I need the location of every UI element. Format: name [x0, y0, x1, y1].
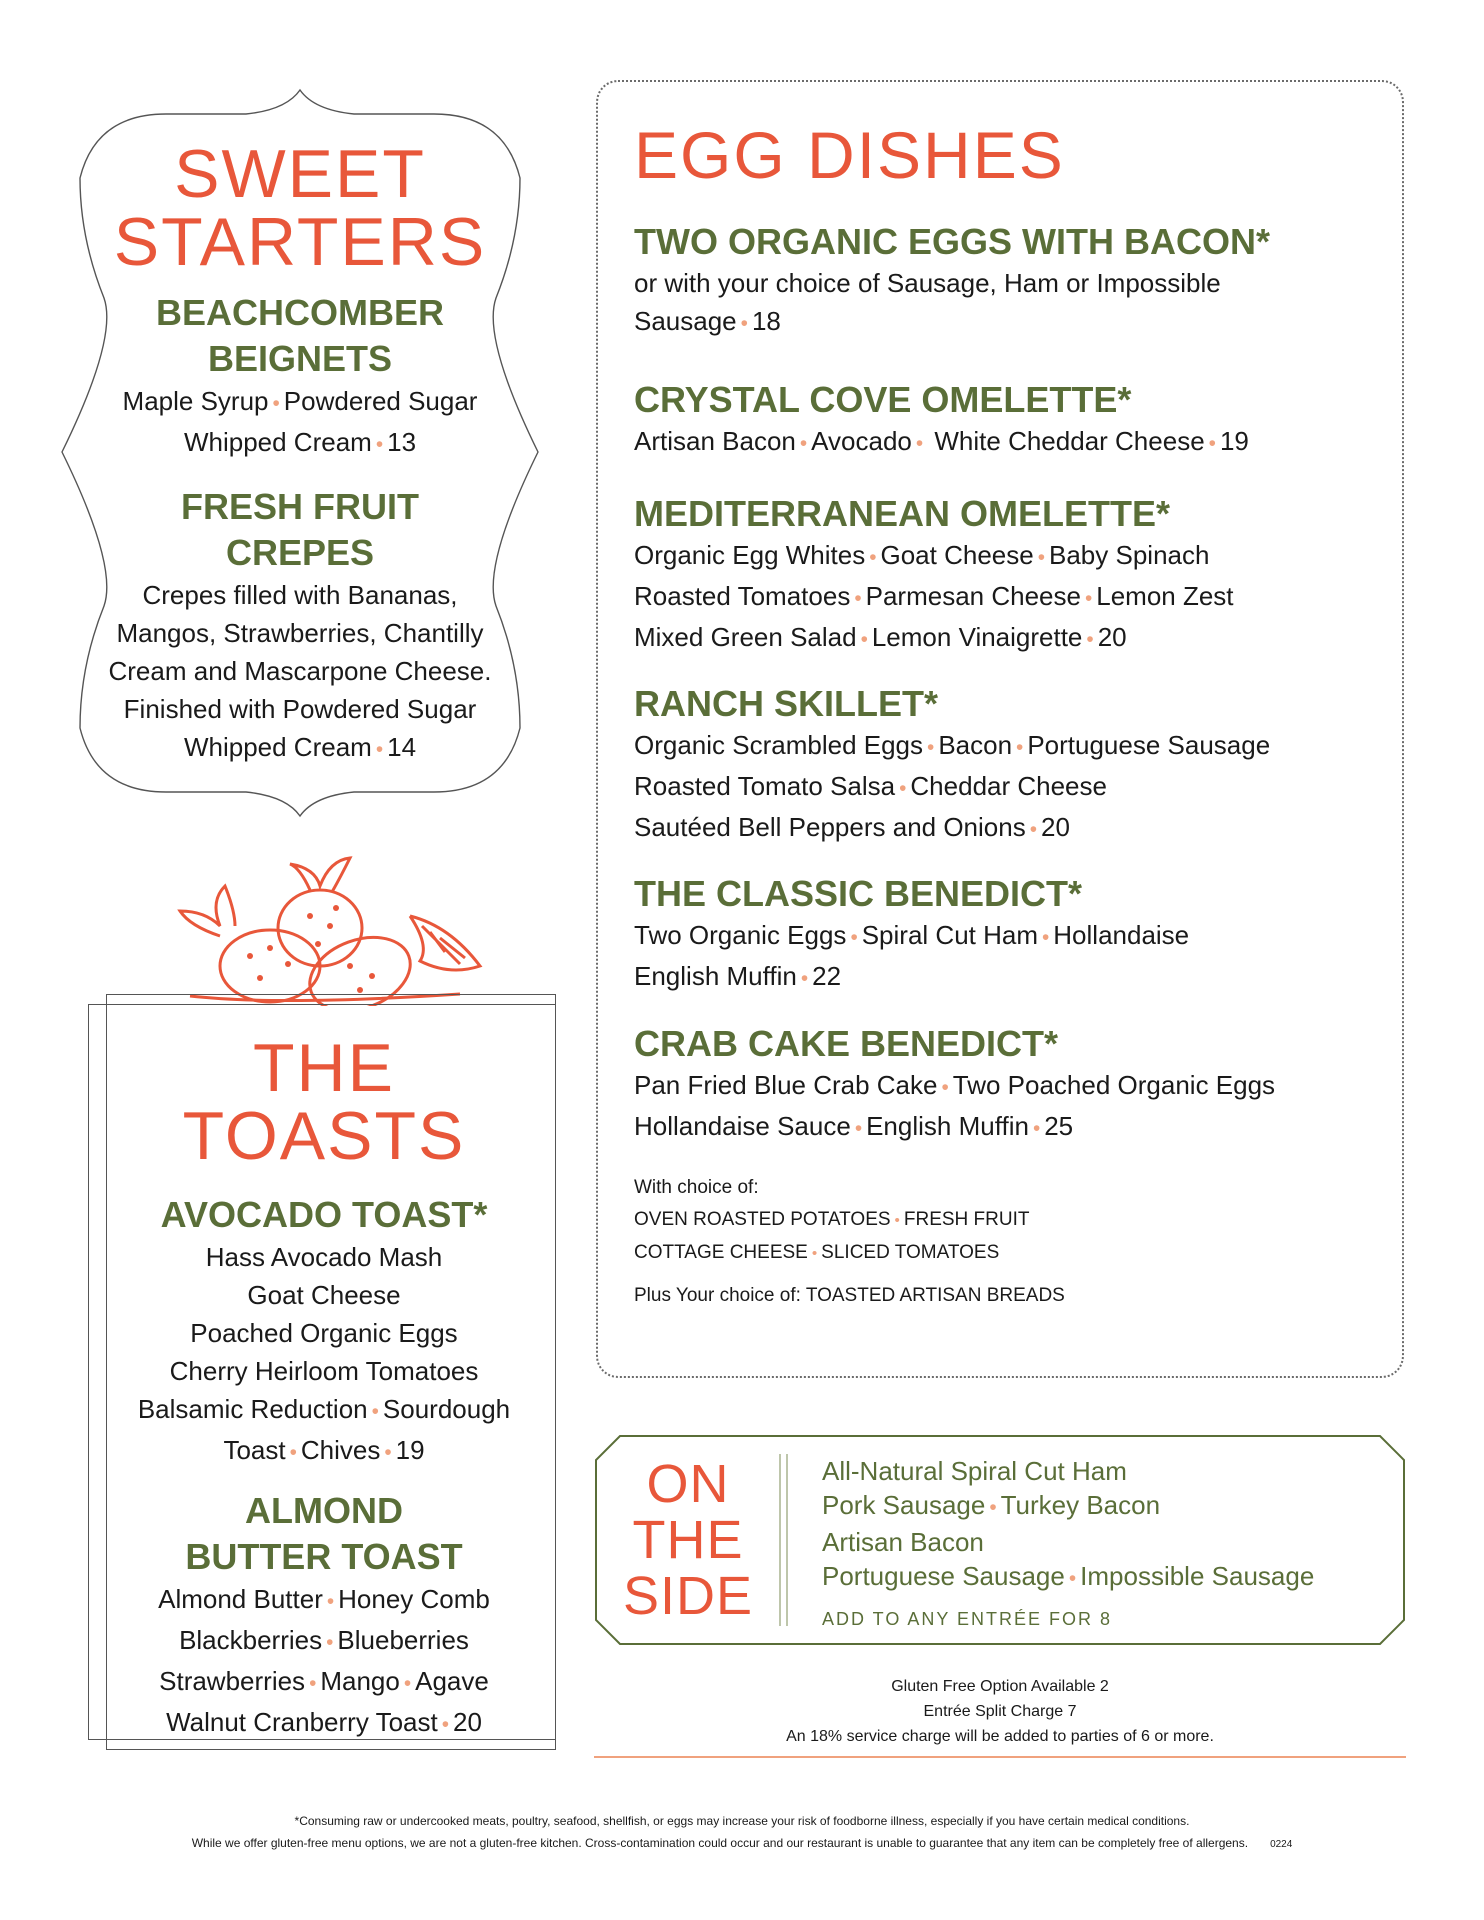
item-description: Artisan Bacon • Avocado • White Cheddar Cheese • 19 — [634, 426, 1249, 456]
divider — [594, 1756, 1406, 1758]
item-title: CRAB CAKE BENEDICT* — [634, 1023, 1059, 1064]
egg-dishes-heading: EGG DISHES — [634, 118, 1065, 192]
item-title: CRYSTAL COVE OMELETTE* — [634, 379, 1132, 420]
disclaimer-line: While we offer gluten-free menu options, we are not a gluten-free kitchen. Cross-contamination could occur and our restaurant is unable to guarantee that any item can be completely free of allergens. 0224 — [191, 1836, 1293, 1850]
menu-item — [634, 492, 1374, 659]
item-title: BEACHCOMBER BEIGNETS — [156, 292, 444, 379]
on-the-side-heading: ON THE SIDE — [622, 1454, 754, 1626]
item-title: AVOCADO TOAST* — [160, 1194, 488, 1235]
item-title: FRESH FRUIT CREPES — [181, 486, 419, 573]
strawberry-illustration — [160, 856, 490, 1006]
toasts-heading: THE TOASTS — [182, 1030, 466, 1174]
note-line: Entrée Split Charge 7 — [923, 1703, 1077, 1720]
bread-choice: Plus Your choice of: TOASTED ARTISAN BREADS — [634, 1285, 1065, 1306]
choice-intro: With choice of: — [634, 1177, 759, 1198]
menu-item — [88, 1488, 560, 1744]
item-title: ALMOND BUTTER TOAST — [185, 1490, 463, 1577]
note-line: An 18% service charge will be added to parties of 6 or more. — [786, 1728, 1214, 1745]
item-description: Two Organic Eggs • Spiral Cut Ham • Hollandaise English Muffin • 22 — [634, 920, 1190, 991]
item-description: Maple Syrup • Powdered Sugar Whipped Cream • 13 — [122, 386, 478, 457]
item-description: Pan Fried Blue Crab Cake • Two Poached Organic Eggs Hollandaise Sauce • English Muffin • 25 — [634, 1070, 1276, 1141]
menu-item — [56, 484, 544, 769]
sweet-starters-heading: SWEET STARTERS — [113, 136, 487, 280]
menu-code: 0224 — [1270, 1839, 1293, 1850]
on-the-side-section — [594, 1434, 1406, 1646]
item-title: THE CLASSIC BENEDICT* — [634, 873, 1083, 914]
menu-item — [56, 290, 544, 464]
toasts-section — [88, 1004, 560, 1748]
item-title: RANCH SKILLET* — [634, 683, 938, 724]
side-item: Pork Sausage • Turkey Bacon — [822, 1490, 1161, 1520]
side-item: Portuguese Sausage • Impossible Sausage — [822, 1561, 1315, 1591]
item-description: Almond Butter • Honey Comb Blackberries • Blueberries Strawberries • Mango • Agave Walnut Cranberry Toast • 20 — [158, 1584, 490, 1737]
item-description: Organic Egg Whites • Goat Cheese • Baby Spinach Roasted Tomatoes • Parmesan Cheese • Lemon Zest Mixed Green Salad • Lemon Vinaigrette • 20 — [634, 540, 1234, 652]
item-description: or with your choice of Sausage, Ham or Impossible Sausage • 18 — [634, 268, 1221, 336]
item-title: MEDITERRANEAN OMELETTE* — [634, 493, 1171, 534]
menu-item — [634, 682, 1374, 849]
legal-disclaimer — [0, 1810, 1484, 1856]
menu-item — [634, 1022, 1374, 1148]
item-description: Hass Avocado Mash Goat Cheese Poached Organic Eggs Cherry Heirloom Tomatoes Balsamic Reduction • Sourdough Toast • Chives • 19 — [137, 1242, 511, 1465]
choice-line: COTTAGE CHEESE • SLICED TOMATOES — [634, 1242, 1000, 1263]
item-title: TWO ORGANIC EGGS WITH BACON* — [634, 221, 1270, 262]
choice-of-sides — [634, 1172, 1065, 1312]
menu-item — [88, 1192, 560, 1472]
egg-dishes-section — [596, 80, 1404, 1378]
menu-notes — [594, 1674, 1406, 1749]
side-item: All-Natural Spiral Cut Ham — [822, 1456, 1127, 1486]
side-items-list — [822, 1454, 1314, 1636]
side-add-note: ADD TO ANY ENTRÉE FOR 8 — [822, 1609, 1113, 1629]
choice-line: OVEN ROASTED POTATOES • FRESH FRUIT — [634, 1209, 1030, 1230]
item-description: Crepes filled with Bananas, Mangos, Strawberries, Chantilly Cream and Mascarpone Cheese. Finished with Powdered Sugar Whipped Cream • 14 — [108, 580, 492, 762]
item-description: Organic Scrambled Eggs • Bacon • Portuguese Sausage Roasted Tomato Salsa • Cheddar Cheese Sautéed Bell Peppers and Onions • 20 — [634, 730, 1271, 842]
menu-item — [634, 378, 1374, 463]
note-line: Gluten Free Option Available 2 — [891, 1678, 1109, 1695]
side-item: Artisan Bacon — [822, 1527, 984, 1557]
disclaimer-line: *Consuming raw or undercooked meats, poultry, seafood, shellfish, or eggs may increase your risk of foodborne illness, especially if you have certain medical conditions. — [294, 1814, 1190, 1828]
menu-item — [634, 872, 1374, 998]
menu-item — [634, 220, 1374, 343]
sweet-starters-section — [56, 88, 544, 818]
